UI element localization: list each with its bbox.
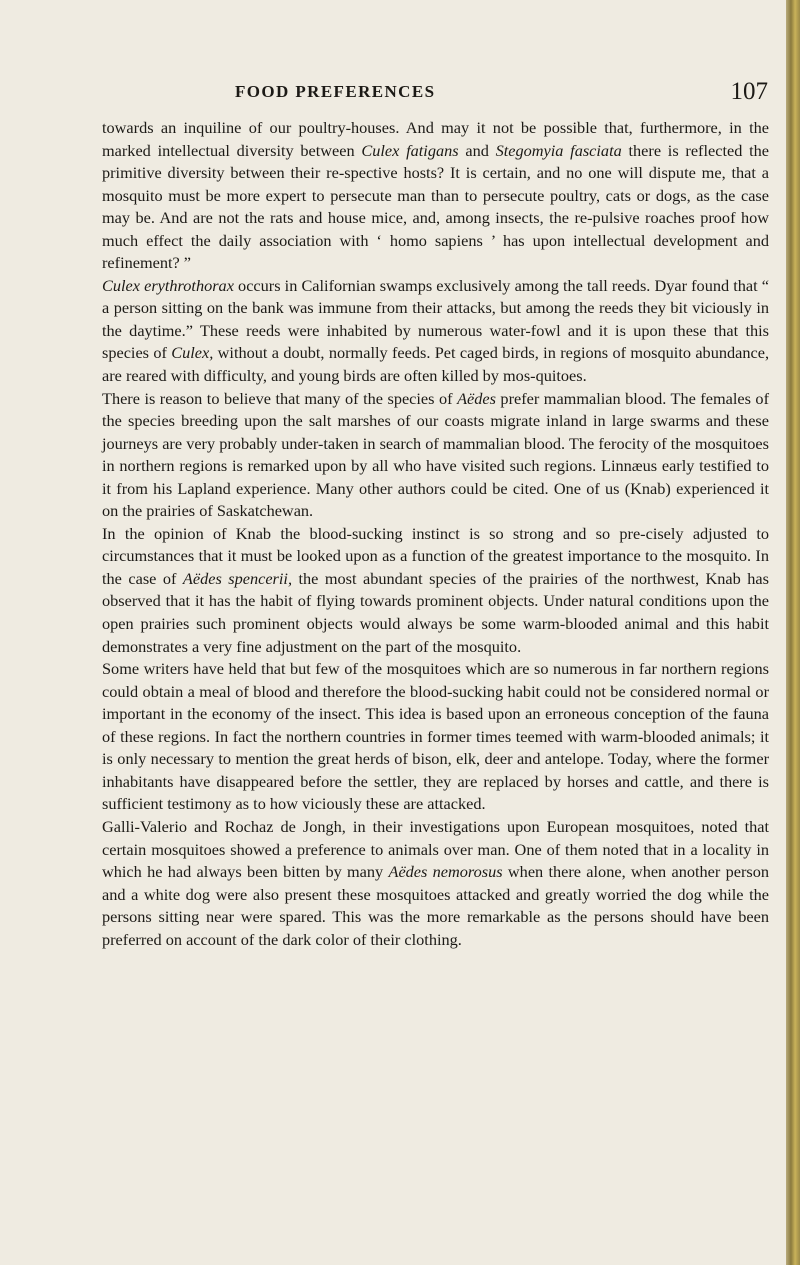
text-span: Some writers have held that but few of the mosquitoes which are so numerous in far northern regions could obtain a meal of blood and therefore the blood-sucking habit could not be considered normal or important in the economy of the insect. This idea is based upon an erroneous conception of the fauna of these regions. In fact the northern countries in former times teemed with warm-blooded animals; it is only necessary to mention the great herds of bison, elk, deer and antelope. Today, where the former inhabitants have disappeared before the settler, they are replaced by horses and cattle, and there is sufficient testimony as to how viciously these are attacked.: [102, 659, 769, 814]
page-number: 107: [730, 78, 768, 105]
text-span: There is reason to believe that many of the species of: [102, 388, 458, 408]
text-span: the most abundant species of the prairies of the northwest, Knab has observed that it has the habit of flying towards prominent objects. Under natural conditions upon the open prairies such prominent objects would always be some warm-blooded animal and this habit demonstrates a very fine adjustment on the part of the mosquito.: [102, 568, 769, 656]
paragraph: [102, 658, 769, 816]
text-span: without a doubt, normally feeds. Pet caged birds, in regions of mosquito abundance, are reared with difficulty, and young birds are often killed by mos-quitoes.: [102, 343, 770, 386]
paragraph: [102, 523, 769, 658]
text-span: prefer mammalian blood. The females of the species breeding upon the salt marshes of our coasts migrate inland in large swarms and these journeys are very probably under-taken in search of mammalian blood. The ferocity of the mosquitoes in northern regions is remarked upon by all who have visited such regions. Linnæus early testified to it from his Lapland experience. Many other authors could be cited. One of us (Knab) experienced it on the prairies of Saskatchewan.: [102, 388, 769, 521]
paragraph: [102, 117, 769, 275]
running-head: FOOD PREFERENCES: [235, 82, 436, 101]
paragraph: [102, 388, 769, 523]
text-span: occurs in Californian swamps exclusively among the tall reeds. Dyar found that “ a person sitting on the bank was immune from their attacks, but among the reeds they bit viciously in the daytime.” These reeds were inhabited by numerous water-fowl and it is upon these that this species of: [102, 275, 769, 363]
text-span: there is reflected the primitive diversity between their re-spective hosts? It is certain, and no one will dispute me, that a mosquito must be more expert to persecute man than to persecute poultry, cats or dogs, as the case may be. And are not the rats and house mice, and, among insects, the re-pulsive roaches proof how much effect the daily association with ‘ homo sapiens ’ has upon intellectual development and refinement? ”: [102, 140, 769, 273]
text-span: towards an inquiline of our poultry-houses. And may it not be possible that, furthermore, in the marked intellectual diversity between: [102, 118, 769, 160]
italic-span: Stegomyia fasciata: [495, 140, 622, 160]
text-span: In the opinion of Knab the blood-sucking instinct is so strong and so pre-cisely adjusted to circumstances that it must be looked upon as a function of the greatest importance to the mosquito. In the case of: [102, 523, 769, 588]
body-text: [102, 117, 769, 951]
italic-span: Culex,: [171, 343, 214, 363]
paragraph: [102, 816, 769, 951]
italic-span: Culex fatigans: [361, 140, 459, 160]
text-span: Galli-Valerio and Rochaz de Jongh, in their investigations upon European mosquitoes, noted that certain mosquitoes showed a preference to animals over man. One of them noted that in a locality in which he had always been bitten by many: [102, 816, 769, 882]
text-span: when there alone, when another person and a white dog were also present these mosquitoes attacked and greatly worried the dog while the persons sitting near were spared. This was the more remarkable as the persons should have been preferred on account of the dark color of their clothing.: [102, 862, 770, 949]
italic-span: Aëdes spencerii,: [182, 568, 293, 588]
italic-span: Aëdes nemorosus: [388, 862, 503, 882]
page-edge-strip: [786, 0, 800, 1265]
page-header: [102, 78, 768, 112]
italic-span: Culex erythrothorax: [102, 275, 234, 295]
italic-span: Aëdes: [457, 388, 496, 408]
paragraph: [102, 275, 769, 388]
text-span: and: [458, 140, 496, 160]
